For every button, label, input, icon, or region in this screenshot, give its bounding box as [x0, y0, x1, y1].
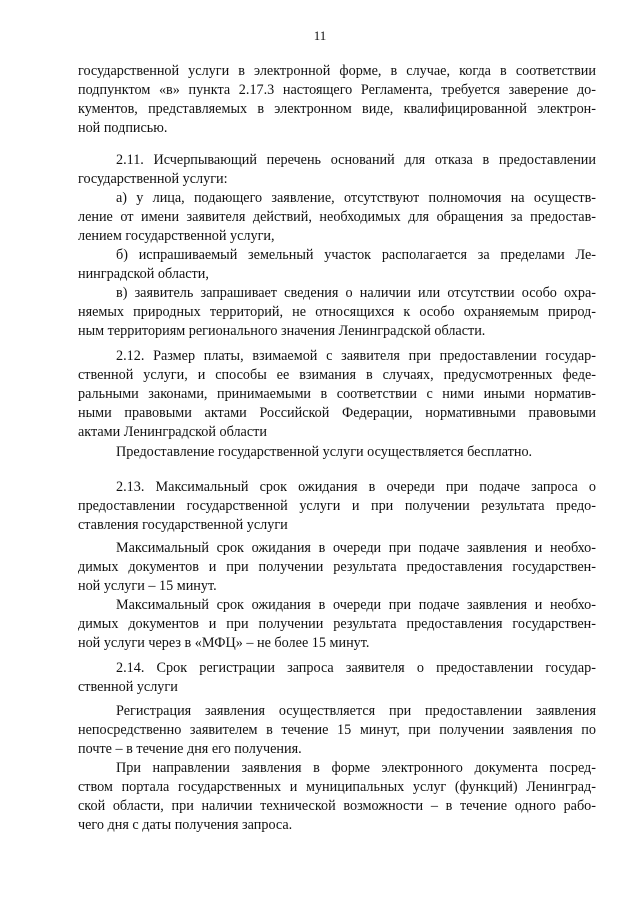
text-line: подпунктом «в» пункта 2.17.3 настоящего Регламента, требуется заверение до- — [78, 82, 596, 98]
list-item-a-line: ление от имени заявителя действий, необходимых для обращения за предостав- — [78, 209, 596, 225]
text-line: димых документов и при получении результата предоставления государствен- — [78, 559, 596, 575]
section-heading-line: 2.12. Размер платы, взимаемой с заявителя при предоставлении государ- — [116, 348, 596, 364]
text-line: Максимальный срок ожидания в очереди при подаче заявления и необхо- — [116, 597, 596, 613]
text-line: димых документов и при получении результата предоставления государствен- — [78, 616, 596, 632]
text-line: ной подписью. — [78, 120, 168, 136]
section-heading-line: 2.14. Срок регистрации запроса заявителя о предоставлении государ- — [116, 660, 596, 676]
section-2-14-body — [78, 702, 596, 835]
section-heading-line: ральными законами, принимаемыми в соответствии с ними иными норматив- — [78, 386, 596, 402]
text-line: государственной услуги в электронной форме, в случае, когда в соответствии — [78, 63, 596, 79]
section-heading-line: ставления государственной услуги — [78, 517, 288, 533]
list-item-b-line: б) испрашиваемый земельный участок располагается за пределами Ле- — [116, 247, 596, 263]
text-line: Регистрация заявления осуществляется при предоставлении заявления — [116, 703, 596, 719]
section-2-12 — [78, 347, 596, 442]
list-item-a-line: лением государственной услуги, — [78, 228, 275, 244]
section-heading-line: ственной услуги, и способы ее взимания в случаях, предусмотренных феде- — [78, 367, 596, 383]
text-line: ской области, при наличии технической возможности – в течение одного рабо- — [78, 798, 596, 814]
section-heading-line: 2.13. Максимальный срок ожидания в очереди при подаче запроса о — [116, 479, 596, 495]
text-line: чего дня с даты получения запроса. — [78, 817, 293, 833]
section-heading-line: 2.11. Исчерпывающий перечень оснований для отказа в предоставлении — [116, 152, 596, 168]
section-heading-line: предоставлении государственной услуги и при получении результата предо- — [78, 498, 596, 514]
text-line: непосредственно заявителем в течение 15 минут, при получении заявления по — [78, 722, 596, 738]
list-item-c-line: няемых природных территорий, не относящихся к особо охраняемым природ- — [78, 304, 596, 320]
text-line: кументов, представляемых в электронном виде, квалифицированной электрон- — [78, 101, 596, 117]
section-2-13-body — [78, 539, 596, 653]
text-line: При направлении заявления в форме электронного документа посред- — [116, 760, 596, 776]
list-item-a-line: а) у лица, подающего заявление, отсутствуют полномочия на осуществ- — [116, 190, 596, 206]
section-heading-line: ными правовыми актами Российской Федерации, нормативными правовыми — [78, 405, 596, 421]
text-line: ной услуги – 15 минут. — [78, 578, 217, 594]
continuation-paragraph — [78, 62, 596, 138]
section-heading-line: актами Ленинградской области — [78, 424, 267, 440]
section-2-13 — [78, 478, 596, 535]
text-line: ной услуги через в «МФЦ» – не более 15 минут. — [78, 635, 370, 651]
text-line: Максимальный срок ожидания в очереди при подаче заявления и необхо- — [116, 540, 596, 556]
section-2-11 — [78, 151, 596, 341]
section-heading-line: государственной услуги: — [78, 171, 228, 187]
page-number: 11 — [313, 28, 327, 43]
section-heading-line: ственной услуги — [78, 679, 178, 695]
list-item-c-line: ным территориям регионального значения Ленинградской области. — [78, 323, 486, 339]
section-2-14 — [78, 659, 596, 697]
list-item-c-line: в) заявитель запрашивает сведения о наличии или отсутствии особо охра- — [116, 285, 596, 301]
text-line: почте – в течение дня его получения. — [78, 741, 302, 757]
list-item-b-line: нинградской области, — [78, 266, 209, 282]
section-2-12-body — [78, 443, 596, 462]
text-line: Предоставление государственной услуги осуществляется бесплатно. — [116, 444, 533, 460]
text-line: ством портала государственных и муниципальных услуг (функций) Ленинград- — [78, 779, 596, 795]
